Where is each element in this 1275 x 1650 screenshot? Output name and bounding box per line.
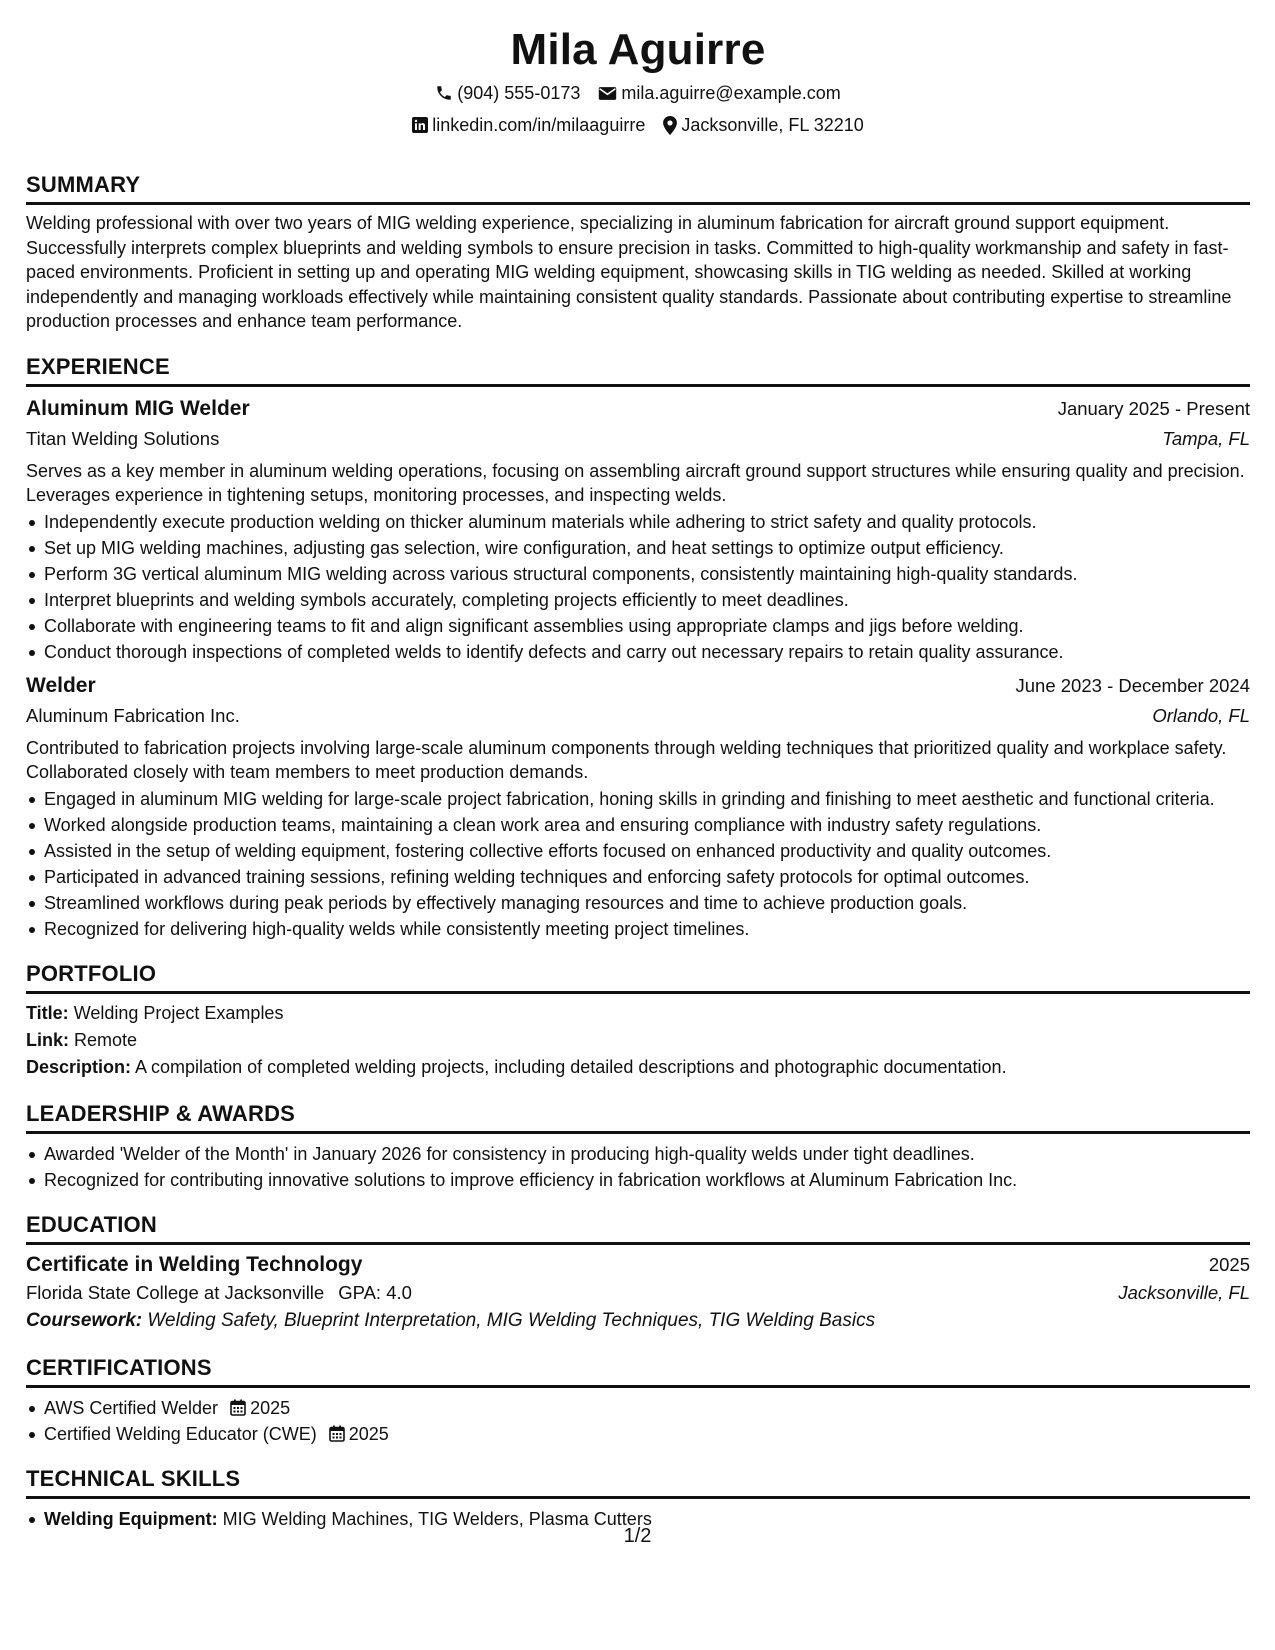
list-item: Awarded 'Welder of the Month' in January 2026 for consistency in producing high-quality welds under tight deadlines. [26, 1142, 1250, 1166]
list-item: Engaged in aluminum MIG welding for large-scale project fabrication, honing skills in grinding and finishing to meet aesthetic and functional criteria. [26, 787, 1250, 811]
list-item [26, 1396, 1250, 1420]
job-bullets [26, 510, 1250, 664]
list-item: Conduct thorough inspections of completed welds to identify defects and carry out necessary repairs to retain quality assurance. [26, 640, 1250, 664]
coursework [26, 1307, 1250, 1335]
list-item: Recognized for contributing innovative solutions to improve efficiency in fabrication workflows at Aluminum Fabrication Inc. [26, 1168, 1250, 1192]
job-description: Serves as a key member in aluminum welding operations, focusing on assembling aircraft ground support structures while ensuring quality and precision. Leverages experience in tightening setups, monitoring processes, and inspecting welds. [26, 460, 1245, 505]
portfolio-title-row [26, 1000, 1250, 1027]
portfolio-description-row [26, 1054, 1250, 1081]
experience-entry [26, 672, 1250, 941]
certifications-heading: CERTIFICATIONS [26, 1355, 1250, 1388]
phone-contact [435, 82, 580, 104]
skills-heading: TECHNICAL SKILLS [26, 1466, 1250, 1499]
certification-year: 2025 [250, 1397, 291, 1418]
summary-text: Welding professional with over two years of MIG welding experience, specializing in aluminum fabrication for aircraft ground support equipment. Successfully interprets complex blueprints and welding symbols to ensure precision in tasks. Committed to high-quality workmanship and safety in fast-paced environments. Proficient in setting up and operating MIG welding equipment, showcasing skills in TIG welding as needed. Skilled at working independently and managing workloads effectively while maintaining consistent quality standards. Passionate about contributing expertise to streamline production processes and enhance team performance. [26, 213, 1232, 331]
list-item: Participated in advanced training sessions, refining welding techniques and enforcing safety protocols for optimal outcomes. [26, 865, 1250, 889]
linkedin-icon [412, 117, 428, 133]
certification-year: 2025 [348, 1423, 389, 1444]
list-item: Interpret blueprints and welding symbols accurately, completing projects efficiently to meet deadlines. [26, 588, 1250, 612]
gpa: GPA: 4.0 [338, 1281, 412, 1303]
coursework-list: Welding Safety, Blueprint Interpretation, MIG Welding Techniques, TIG Welding Basics [147, 1309, 876, 1331]
list-item: Set up MIG welding machines, adjusting gas selection, wire configuration, and heat settings to optimize output efficiency. [26, 536, 1250, 560]
phone-icon [435, 84, 453, 102]
map-pin-icon [663, 116, 677, 135]
job-bullets [26, 787, 1250, 941]
skill-category: Welding Equipment: [44, 1508, 218, 1529]
portfolio-link-row [26, 1027, 1250, 1054]
certifications-list [26, 1396, 1250, 1446]
location-text: Jacksonville, FL 32210 [681, 115, 864, 135]
job-location: Orlando, FL [1152, 704, 1250, 726]
list-item: Perform 3G vertical aluminum MIG welding across various structural components, consistently maintaining high-quality standards. [26, 562, 1250, 586]
leadership-heading: LEADERSHIP & AWARDS [26, 1101, 1250, 1134]
linkedin-text[interactable]: linkedin.com/in/milaaguirre [432, 115, 646, 135]
email-text[interactable]: mila.aguirre@example.com [621, 83, 841, 103]
list-item: Worked alongside production teams, maintaining a clean work area and ensuring compliance with industry safety regulations. [26, 813, 1250, 837]
job-location: Tampa, FL [1162, 427, 1250, 449]
degree-year: 2025 [1208, 1253, 1250, 1275]
linkedin-contact[interactable] [412, 114, 645, 136]
contact-row-primary [26, 82, 1250, 104]
experience-entry [26, 395, 1250, 664]
school-name: Florida State College at Jacksonville [26, 1281, 325, 1303]
job-title: Aluminum MIG Welder [26, 396, 250, 420]
location-contact [663, 114, 863, 136]
phone-text: (904) 555-0173 [457, 83, 581, 103]
envelope-icon [598, 86, 617, 101]
candidate-name: Mila Aguirre [510, 25, 766, 74]
experience-heading: EXPERIENCE [26, 354, 1250, 387]
contact-row-secondary [26, 114, 1250, 136]
education-heading: EDUCATION [26, 1212, 1250, 1245]
school-location: Jacksonville, FL [1118, 1281, 1250, 1303]
portfolio-description-value: A compilation of completed welding projects, including detailed descriptions and photographic documentation. [135, 1056, 1007, 1077]
summary-heading: SUMMARY [26, 172, 1250, 205]
calendar-icon [230, 1399, 246, 1416]
portfolio-block [26, 1000, 1250, 1081]
page-number: 1/2 [623, 1525, 652, 1547]
portfolio-title-label: Title: [26, 1002, 69, 1023]
portfolio-description-label: Description: [26, 1056, 132, 1077]
certification-name: Certified Welding Educator (CWE) [44, 1423, 317, 1444]
portfolio-link-label: Link: [26, 1029, 69, 1050]
list-item: Assisted in the setup of welding equipment, fostering collective efforts focused on enhanced productivity and quality outcomes. [26, 839, 1250, 863]
job-description: Contributed to fabrication projects involving large-scale aluminum components through welding techniques that prioritized quality and workplace safety. Collaborated closely with team members to meet production demands. [26, 737, 1227, 782]
degree-title: Certificate in Welding Technology [26, 1252, 363, 1276]
coursework-label: Coursework: [26, 1309, 143, 1331]
job-dates: January 2025 - Present [1057, 397, 1250, 419]
portfolio-title-value: Welding Project Examples [73, 1002, 284, 1023]
skill-values: MIG Welding Machines, TIG Welders, Plasma Cutters [222, 1508, 652, 1529]
list-item: Collaborate with engineering teams to fit and align significant assemblies using appropriate clamps and jigs before welding. [26, 614, 1250, 638]
company-name: Titan Welding Solutions [26, 427, 220, 449]
portfolio-link-value[interactable]: Remote [74, 1029, 138, 1050]
email-contact[interactable] [598, 82, 840, 104]
resume-page [26, 0, 1250, 1531]
certification-name: AWS Certified Welder [44, 1397, 219, 1418]
school-line [26, 1279, 412, 1307]
portfolio-heading: PORTFOLIO [26, 961, 1250, 994]
calendar-icon [329, 1425, 345, 1442]
list-item: Independently execute production welding on thicker aluminum materials while adhering to strict safety and quality protocols. [26, 510, 1250, 534]
company-name: Aluminum Fabrication Inc. [26, 704, 240, 726]
list-item: Streamlined workflows during peak periods by effectively managing resources and time to achieve production goals. [26, 891, 1250, 915]
job-title: Welder [26, 673, 96, 697]
list-item [26, 1422, 1250, 1446]
leadership-list [26, 1142, 1250, 1192]
list-item: Recognized for delivering high-quality welds while consistently meeting project timelines. [26, 917, 1250, 941]
job-dates: June 2023 - December 2024 [1015, 674, 1250, 696]
